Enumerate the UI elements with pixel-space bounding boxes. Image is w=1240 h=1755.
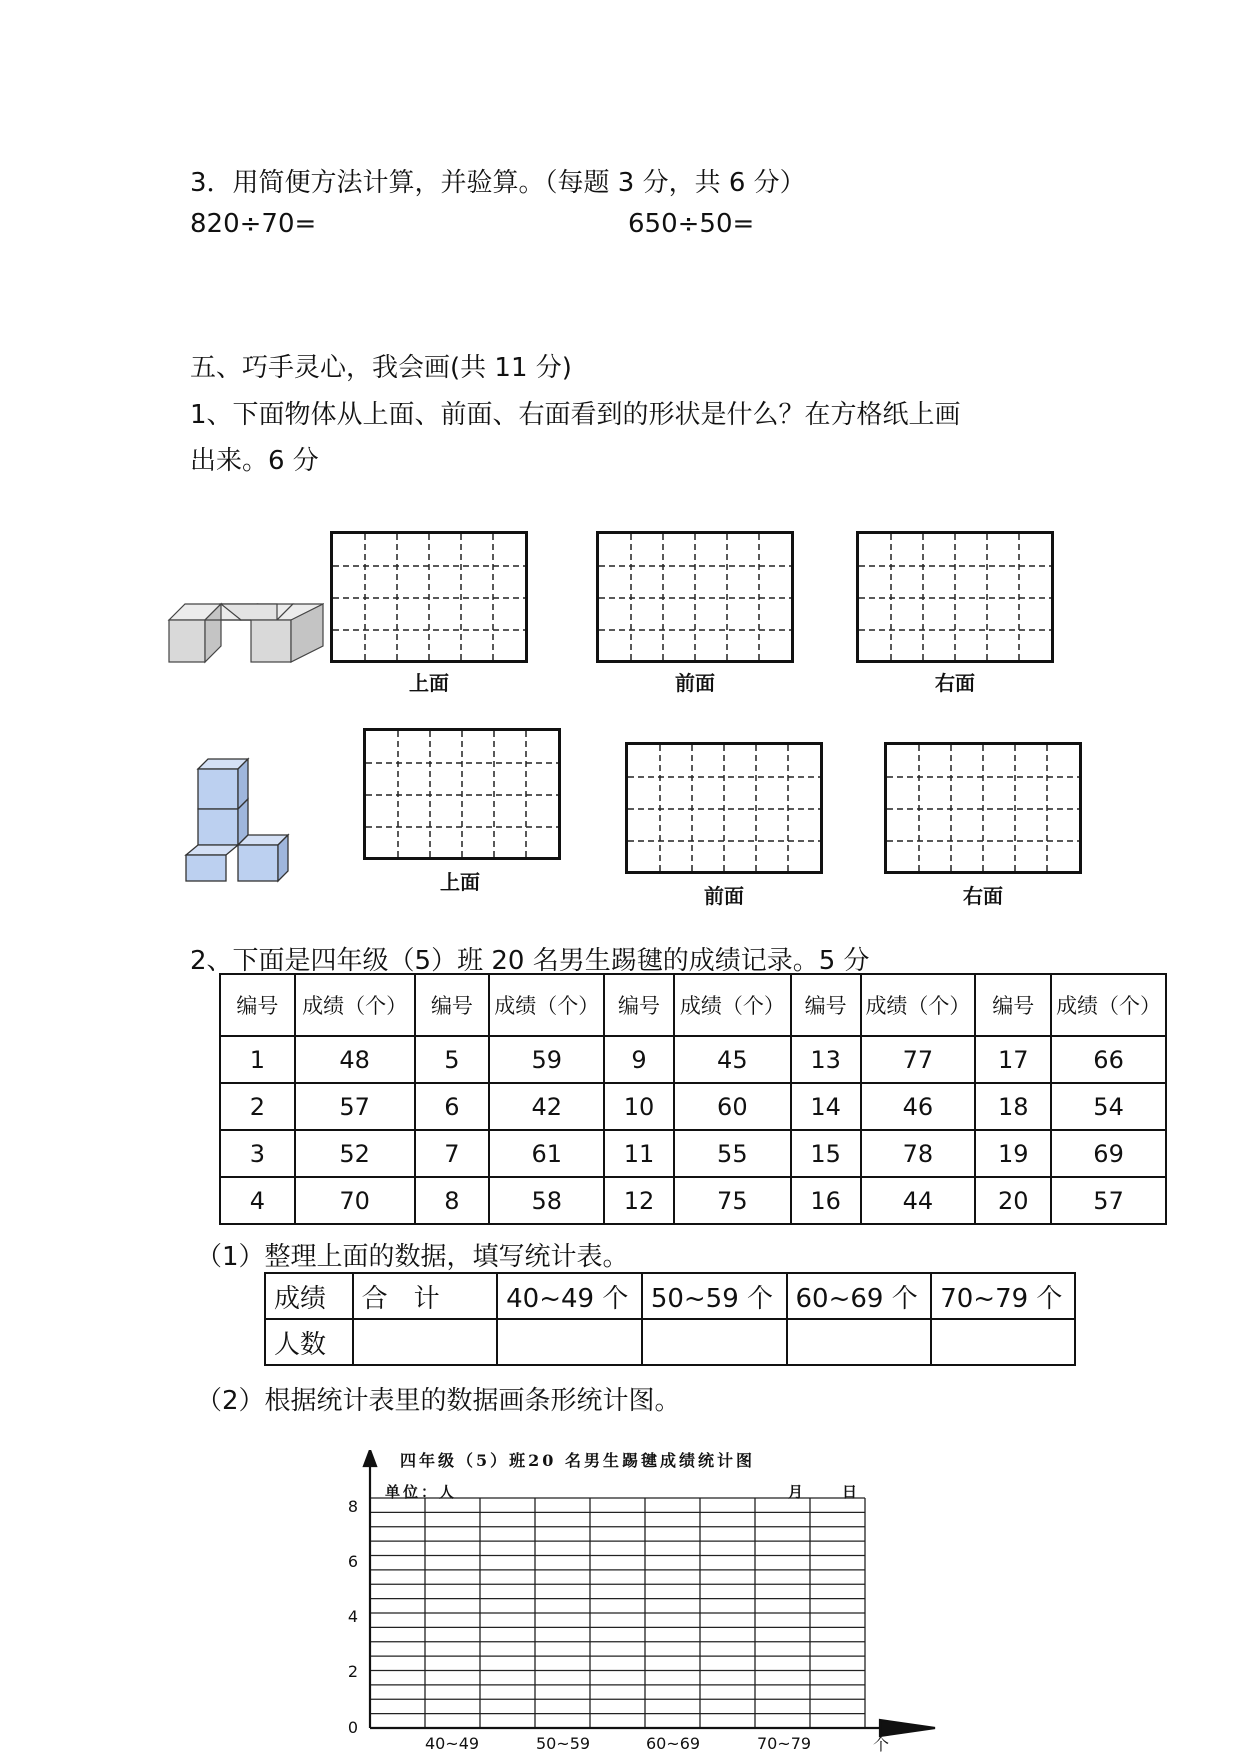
y-tick-label: 2 <box>347 1662 358 1681</box>
stat-header-row <box>265 1273 1075 1319</box>
table-cell: 59 <box>489 1036 604 1083</box>
table-cell: 58 <box>489 1177 604 1224</box>
stat-count-row <box>265 1319 1075 1365</box>
header-cell: 成绩（个） <box>295 974 415 1036</box>
y-tick-label: 0 <box>347 1718 358 1737</box>
table-cell: 16 <box>791 1177 861 1224</box>
top-view-grid-1 <box>330 531 528 663</box>
table-cell: 13 <box>791 1036 861 1083</box>
caption-front-1: 前面 <box>675 671 715 695</box>
table-cell: 7 <box>415 1130 490 1177</box>
table-cell: 61 <box>489 1130 604 1177</box>
stat-blank-cell[interactable] <box>931 1319 1075 1365</box>
table-cell: 57 <box>295 1083 415 1130</box>
table-cell: 1 <box>220 1036 295 1083</box>
table-cell: 42 <box>489 1083 604 1130</box>
bar-chart <box>340 1450 940 1740</box>
stat-header-cell: 合 计 <box>353 1273 497 1319</box>
table-cell: 4 <box>220 1177 295 1224</box>
y-tick-label: 8 <box>347 1497 358 1516</box>
top-view-grid-2 <box>363 728 561 860</box>
front-view-grid-2 <box>625 742 823 874</box>
table-cell: 3 <box>220 1130 295 1177</box>
table-cell: 69 <box>1051 1130 1166 1177</box>
chart-date: 月 日 <box>788 1483 861 1501</box>
header-cell: 编号 <box>604 974 674 1036</box>
caption-right-2: 右面 <box>963 884 1003 908</box>
header-cell: 成绩（个） <box>861 974 976 1036</box>
y-tick-label: 4 <box>347 1607 358 1626</box>
header-cell: 编号 <box>791 974 861 1036</box>
chart-unit: 单位：人 <box>385 1483 458 1501</box>
table-cell: 10 <box>604 1083 674 1130</box>
q1-line2: 出来。6 分 <box>190 446 319 476</box>
stat-blank-cell[interactable] <box>497 1319 642 1365</box>
x-unit-label: 个 <box>873 1735 890 1754</box>
header-cell: 编号 <box>220 974 295 1036</box>
table-cell: 8 <box>415 1177 490 1224</box>
y-tick-label: 6 <box>347 1552 358 1571</box>
table-cell: 66 <box>1051 1036 1166 1083</box>
right-view-grid-1 <box>856 531 1054 663</box>
caption-front-2: 前面 <box>704 884 744 908</box>
table-cell: 15 <box>791 1130 861 1177</box>
score-record-table <box>219 973 1167 1225</box>
q1-line1: 1、下面物体从上面、前面、右面看到的形状是什么？在方格纸上画 <box>190 400 961 430</box>
table-cell: 14 <box>791 1083 861 1130</box>
table-cell: 18 <box>975 1083 1051 1130</box>
table-cell: 9 <box>604 1036 674 1083</box>
q2-title: 2、下面是四年级（5）班 20 名男生踢毽的成绩记录。5 分 <box>190 946 870 976</box>
table-cell: 17 <box>975 1036 1051 1083</box>
x-tick-label: 40~49 <box>424 1734 480 1753</box>
table-cell: 77 <box>861 1036 976 1083</box>
caption-top-2: 上面 <box>440 870 480 894</box>
header-cell: 成绩（个） <box>1051 974 1166 1036</box>
stat-header-cell: 70~79 个 <box>931 1273 1075 1319</box>
table-cell: 52 <box>295 1130 415 1177</box>
stat-blank-cell[interactable] <box>353 1319 497 1365</box>
gray-blocks-figure <box>165 590 325 670</box>
table-row <box>220 1036 1166 1083</box>
blue-blocks-figure <box>182 755 292 883</box>
header-cell: 成绩（个） <box>489 974 604 1036</box>
table-row <box>220 1177 1166 1224</box>
right-view-grid-2 <box>884 742 1082 874</box>
x-tick-label: 60~69 <box>645 1734 701 1753</box>
front-view-grid-1 <box>596 531 794 663</box>
stat-blank-cell[interactable] <box>642 1319 787 1365</box>
q3-expression-1: 820÷70= <box>190 209 317 239</box>
table-cell: 12 <box>604 1177 674 1224</box>
table-cell: 57 <box>1051 1177 1166 1224</box>
table-cell: 45 <box>674 1036 791 1083</box>
table-cell: 11 <box>604 1130 674 1177</box>
table-cell: 60 <box>674 1083 791 1130</box>
q3-title: 3．用简便方法计算，并验算。（每题 3 分，共 6 分） <box>190 168 806 198</box>
table-cell: 70 <box>295 1177 415 1224</box>
caption-right-1: 右面 <box>935 671 975 695</box>
stat-blank-cell[interactable] <box>787 1319 932 1365</box>
stat-header-cell: 成绩 <box>265 1273 353 1319</box>
q2-sub2: （2）根据统计表里的数据画条形统计图。 <box>196 1386 681 1416</box>
table-cell: 48 <box>295 1036 415 1083</box>
caption-top-1: 上面 <box>409 671 449 695</box>
stat-header-cell: 40~49 个 <box>497 1273 642 1319</box>
table-cell: 54 <box>1051 1083 1166 1130</box>
table-cell: 6 <box>415 1083 490 1130</box>
table-cell: 78 <box>861 1130 976 1177</box>
table-cell: 46 <box>861 1083 976 1130</box>
x-tick-label: 50~59 <box>535 1734 591 1753</box>
table-cell: 5 <box>415 1036 490 1083</box>
table-cell: 2 <box>220 1083 295 1130</box>
table-cell: 55 <box>674 1130 791 1177</box>
table-cell: 19 <box>975 1130 1051 1177</box>
table-cell: 75 <box>674 1177 791 1224</box>
q3-expression-2: 650÷50= <box>628 209 755 239</box>
table-row <box>220 1083 1166 1130</box>
stat-row-label: 人数 <box>265 1319 353 1365</box>
header-cell: 编号 <box>975 974 1051 1036</box>
table-header-row <box>220 974 1166 1036</box>
stat-header-cell: 60~69 个 <box>787 1273 932 1319</box>
chart-title: 四年级（5）班20 名男生踢毽成绩统计图 <box>400 1451 755 1470</box>
table-cell: 44 <box>861 1177 976 1224</box>
table-cell: 20 <box>975 1177 1051 1224</box>
header-cell: 成绩（个） <box>674 974 791 1036</box>
header-cell: 编号 <box>415 974 490 1036</box>
q2-sub1: （1）整理上面的数据，填写统计表。 <box>196 1242 629 1272</box>
section5-title: 五、巧手灵心，我会画(共 11 分) <box>190 353 572 383</box>
x-tick-label: 70~79 <box>756 1734 812 1753</box>
table-row <box>220 1130 1166 1177</box>
stat-header-cell: 50~59 个 <box>642 1273 787 1319</box>
statistics-table <box>264 1272 1076 1366</box>
